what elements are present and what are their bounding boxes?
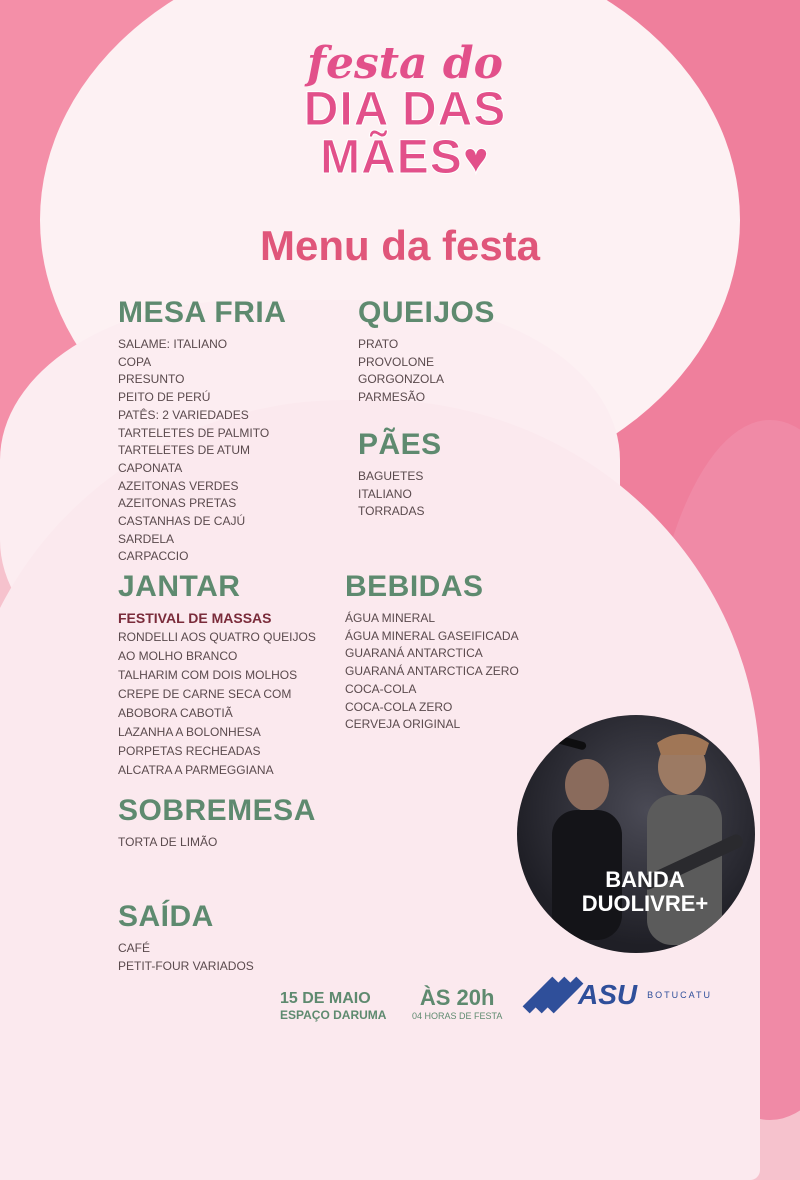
list-item: CARPACCIO: [118, 549, 189, 564]
list-item: CAFÉ: [118, 941, 151, 955]
event-venue: ESPAÇO DARUMA: [280, 1008, 387, 1022]
list-item: SALAME: ITALIANO: [118, 337, 228, 351]
logo-line3-text: MÃES: [320, 131, 463, 184]
list-item: COPA: [118, 354, 152, 369]
list-item: GUARANÁ ANTARCTICA: [345, 646, 483, 661]
list-item: RONDELLI AOS QUATRO QUEIJOS: [118, 630, 316, 644]
list-item: CREPE DE CARNE SECA COM: [118, 687, 292, 701]
list-item: LAZANHA A BOLONHESA: [118, 725, 261, 739]
sponsor-logo: [530, 970, 712, 1020]
list-item: GUARANÁ ANTARCTICA ZERO: [345, 664, 519, 679]
section-subtitle: FESTIVAL DE MASSAS: [118, 610, 272, 626]
event-time: ÀS 20h: [419, 985, 495, 1010]
band-name-line1: BANDA: [605, 867, 685, 892]
list-item: ITALIANO: [358, 486, 412, 501]
list-item: PORPETAS RECHEADAS: [118, 744, 261, 758]
list-item: PATÊS: 2 VARIEDADES: [118, 407, 249, 422]
list-item: AZEITONAS PRETAS: [118, 496, 237, 511]
event-date-block: [280, 990, 386, 1022]
band-name-line2: DUOLIVRE+: [581, 891, 709, 916]
section-title: SOBREMESA: [118, 794, 316, 827]
page-title: Menu da festa: [259, 222, 541, 269]
asu-logo-icon: [530, 970, 570, 1020]
list-item: CAPONATA: [118, 460, 183, 475]
section-title: QUEIJOS: [358, 296, 495, 329]
section-queijos: [358, 296, 495, 407]
section-jantar: [118, 570, 316, 780]
section-mesa-fria: [118, 296, 286, 566]
event-time-block: [412, 985, 502, 1021]
list-item: COCA-COLA ZERO: [345, 699, 453, 714]
section-saida: [118, 900, 254, 975]
band-photo: [517, 715, 755, 953]
list-item: SARDELA: [118, 531, 175, 546]
band-name: [555, 868, 735, 916]
list-item: COCA-COLA: [345, 681, 417, 696]
list-item: ABOBORA CABOTIÃ: [118, 706, 233, 720]
logo-line2: DIA DAS: [303, 83, 507, 136]
list-item: AO MOLHO BRANCO: [118, 649, 238, 663]
list-item: PRESUNTO: [118, 372, 185, 387]
section-title: JANTAR: [118, 570, 241, 603]
list-item: ÁGUA MINERAL: [345, 611, 436, 625]
list-item: PEITO DE PERÚ: [118, 390, 211, 405]
logo-line1: festa do: [307, 38, 503, 89]
section-paes: [358, 428, 442, 521]
section-title: MESA FRIA: [118, 296, 287, 329]
event-duration: 04 HORAS DE FESTA: [412, 1011, 503, 1021]
list-item: PROVOLONE: [358, 354, 435, 369]
mesa-fria-list: [118, 336, 286, 566]
list-item: TORRADAS: [358, 504, 425, 519]
section-sobremesa: [118, 794, 316, 852]
list-item: ALCATRA A PARMEGGIANA: [118, 763, 274, 777]
list-item: BAGUETES: [358, 469, 424, 483]
sponsor-city: BOTUCATU: [647, 990, 712, 1000]
list-item: GORGONZOLA: [358, 372, 445, 387]
event-logo: [290, 38, 520, 184]
list-item: PARMESÃO: [358, 390, 426, 405]
list-item: CERVEJA ORIGINAL: [345, 717, 461, 732]
band-photo-illustration: [517, 715, 755, 953]
section-title: SAÍDA: [118, 900, 214, 933]
list-item: TARTELETES DE PALMITO: [118, 425, 270, 440]
list-item: CASTANHAS DE CAJÚ: [118, 514, 246, 529]
band-promo: [505, 690, 760, 950]
event-date: 15 DE MAIO: [280, 990, 371, 1007]
section-title: BEBIDAS: [345, 570, 484, 603]
list-item: TALHARIM COM DOIS MOLHOS: [118, 668, 298, 682]
list-item: PRATO: [358, 337, 399, 351]
list-item: TARTELETES DE ATUM: [118, 443, 251, 458]
sponsor-name: ASU: [578, 979, 638, 1010]
list-item: TORTA DE LIMÃO: [118, 835, 218, 849]
section-title: PÃES: [358, 428, 442, 461]
heart-icon: ♥: [462, 134, 490, 183]
list-item: AZEITONAS VERDES: [118, 478, 239, 493]
list-item: ÁGUA MINERAL GASEIFICADA: [345, 628, 519, 643]
logo-line3: [290, 131, 520, 184]
section-bebidas: [345, 570, 519, 734]
list-item: PETIT-FOUR VARIADOS: [118, 958, 254, 973]
